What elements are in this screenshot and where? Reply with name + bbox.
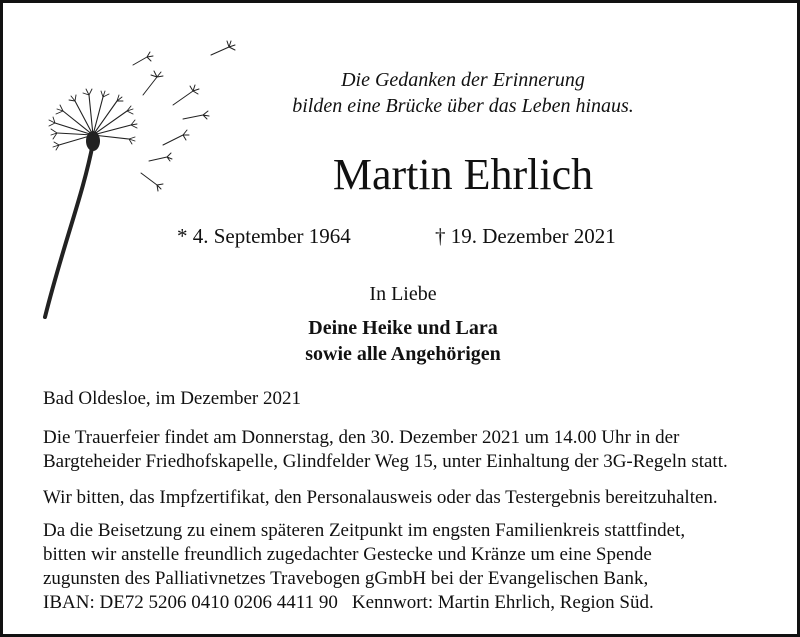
signatories-line-1: Deine Heike und Lara <box>308 317 498 339</box>
donation-line-2: bitten wir anstelle freundlich zugedachter Gestecke und Kränze um eine Spende <box>43 544 652 565</box>
donation-line-1: Da die Beisetzung zu einem späteren Zeitpunkt im engsten Familienkreis stattfindet, <box>43 520 686 541</box>
quote-line-1: Die Gedanken der Erinnerung <box>341 69 585 91</box>
in-liebe: In Liebe <box>369 283 437 305</box>
signatories-line-2: sowie alle Angehörigen <box>305 343 501 365</box>
funeral-line-2: Bargteheider Friedhofskapelle, Glindfelder Weg 15, unter Einhaltung der 3G-Regeln statt. <box>43 451 728 472</box>
kennwort: Kennwort: Martin Ehrlich, Region Süd. <box>351 592 654 613</box>
death-date: † 19. Dezember 2021 <box>435 224 616 248</box>
funeral-line-1: Die Trauerfeier findet am Donnerstag, den 30. Dezember 2021 um 14.00 Uhr in der <box>43 427 680 448</box>
deceased-name: Martin Ehrlich <box>332 150 594 199</box>
place-date: Bad Oldesloe, im Dezember 2021 <box>43 388 302 409</box>
quote-line-2: bilden eine Brücke über das Leben hinaus. <box>292 95 634 117</box>
donation-line-4 <box>43 591 783 615</box>
birth-date: * 4. September 1964 <box>177 224 351 248</box>
document-request: Wir bitten, das Impfzertifikat, den Personalausweis oder das Testergebnis bereitzuhalten. <box>43 487 718 508</box>
iban: IBAN: DE72 5206 0410 0206 4411 90 <box>43 592 338 613</box>
donation-line-3: zugunsten des Palliativnetzes Travebogen gGmbH bei der Evangelischen Bank, <box>43 568 649 589</box>
